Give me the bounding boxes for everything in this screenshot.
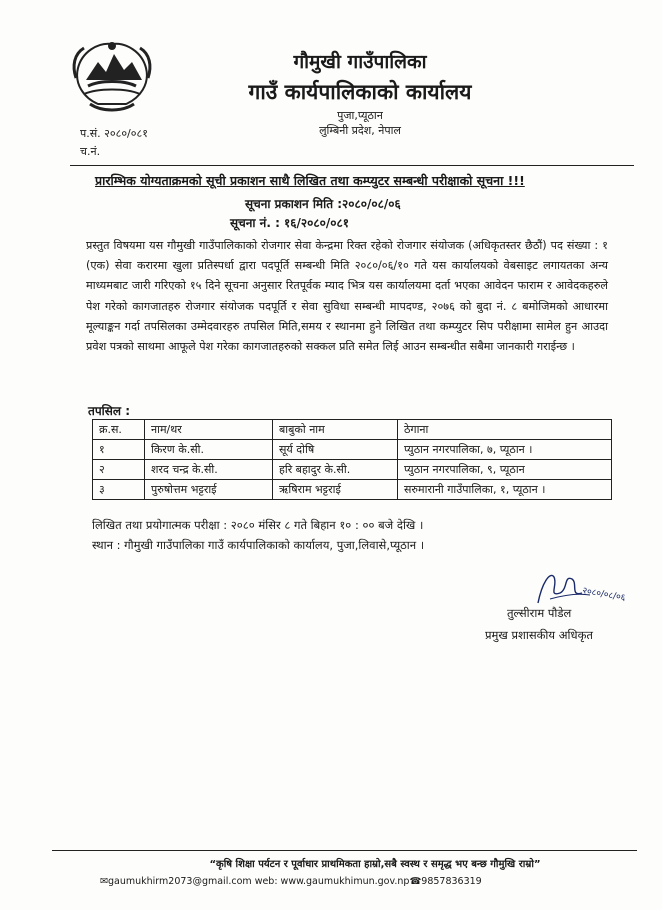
publication-date: सूचना प्रकाशन मिति :२०८०/०८/०६ — [245, 197, 401, 211]
signatory-name: तुल्सीराम पौडेल — [507, 606, 572, 620]
phone-icon: ☎ — [409, 876, 422, 887]
office-name: गौमुखी गाउँपालिका — [293, 51, 427, 73]
cell-name: किरण के.सी. — [145, 440, 273, 460]
cell-address: प्युठान नगरपालिका, ७, प्यूठान । — [398, 440, 612, 460]
patra-sankhya: प.सं. २०८०/०८१ — [80, 127, 148, 140]
chalani-number: च.नं. — [80, 145, 101, 158]
table-label: तपसिल : — [88, 404, 130, 418]
header-address: ठेगाना — [398, 420, 612, 440]
candidate-table — [92, 419, 612, 500]
notice-body: प्रस्तुत विषयमा यस गौमुखी गाउँपालिकाको रोजगार सेवा केन्द्रमा रिक्त रहेको रोजगार संयोजक (अधिकृतस्तर छैठौं) पद संख्या : १ (एक) सेवा करारमा खुला प्रतिस्पर्धा द्वारा पदपूर्ति सम्बन्धी मिति २०८०/०६/१० गते यस कार्यालयको वेबसाइट लगायतका अन्य माध्यमबाट जारी गरिएको १५ दिने सूचना अनुसार रितपूर्वक म्याद भित्र यस कार्यालयमा दर्ता भएका आवेदन फाराम र आवेदकहरुले पेश गरेको कागजातहरु रोजगार संयोजक पदपूर्ति र सेवा सुविधा सम्बन्धी मापदण्ड, २०७६ को बुदा नं. ८ बमोजिमको आधारमा मूल्याङ्कन गर्दा तपसिलका उम्मेदवारहरु तपसिल मिति,समय र स्थानमा हुने लिखित तथा कम्प्युटर सिप परीक्षामा सामेल हुन आउदा प्रवेश पत्रको साथमा आफूले पेश गरेका कागजातहरुको सक्कल प्रति समेत लिई आउन सम्बन्धीत सबैमा जानकारी गराईन्छ । — [86, 239, 608, 354]
cell-father-name: सूर्य दोषि — [273, 440, 398, 460]
signature — [520, 563, 640, 611]
cell-sn: ३ — [93, 480, 145, 500]
footer-divider — [52, 850, 637, 851]
header-divider — [70, 165, 634, 166]
table-header-row — [93, 420, 612, 440]
footer-email: gaumukhirm2073@gmail.com — [107, 876, 252, 887]
exam-venue: स्थान : गौमुखी गाउँपालिका गाउँ कार्यपालिकाको कार्यालय, पुजा,लिवासे,प्यूठान । — [92, 538, 425, 552]
email-icon: ✉ — [100, 876, 108, 887]
signatory-role: प्रमुख प्रशासकीय अधिकृत — [485, 628, 593, 642]
cell-name: पुरुषोत्तम भट्टराई — [145, 480, 273, 500]
footer-slogan: “कृषि शिक्षा पर्यटन र पूर्वाधार प्राथमिकता हाम्रो,सबै स्वस्थ र समृद्ध भए बन्छ गौमुखि राम्रो” — [209, 859, 541, 870]
signature-date: २०८०/०८/०६ — [581, 586, 627, 604]
table-row — [93, 440, 612, 460]
nepal-emblem-logo — [68, 38, 156, 114]
exam-schedule: लिखित तथा प्रयोगात्मक परीक्षा : २०८० मंसिर ८ गते बिहान १० : ०० बजे देखि । — [92, 518, 424, 532]
cell-sn: १ — [93, 440, 145, 460]
header-name: नाम/थर — [145, 420, 273, 440]
notice-title: प्रारम्भिक योग्यताक्रमको सूची प्रकाशन साथै लिखित तथा कम्प्युटर सम्बन्धी परीक्षाको सूचना !!! — [95, 173, 525, 188]
cell-sn: २ — [93, 460, 145, 480]
cell-name: शरद चन्द्र के.सी. — [145, 460, 273, 480]
table-row — [93, 460, 612, 480]
table-row — [93, 480, 612, 500]
office-title: गाउँ कार्यपालिकाको कार्यालय — [248, 80, 472, 104]
cell-address: प्युठान नगरपालिका, ९, प्यूठान — [398, 460, 612, 480]
cell-address: सरुमारानी गाउँपालिका, १, प्यूठान । — [398, 480, 612, 500]
office-province: लुम्बिनी प्रदेश, नेपाल — [319, 124, 401, 137]
header-sn: क्र.स. — [93, 420, 145, 440]
cell-father-name: ऋषिराम भट्टराई — [273, 480, 398, 500]
notice-number: सूचना नं. : १६/२०८०/०८१ — [230, 216, 349, 230]
header-father-name: बाबुको नाम — [273, 420, 398, 440]
office-address: पुजा,प्यूठान — [337, 109, 383, 122]
footer-phone: 9857836319 — [421, 876, 482, 887]
footer-web: web: www.gaumukhimun.gov.np — [254, 876, 410, 887]
footer-contact — [100, 876, 482, 887]
cell-father-name: हरि बहादुर के.सी. — [273, 460, 398, 480]
